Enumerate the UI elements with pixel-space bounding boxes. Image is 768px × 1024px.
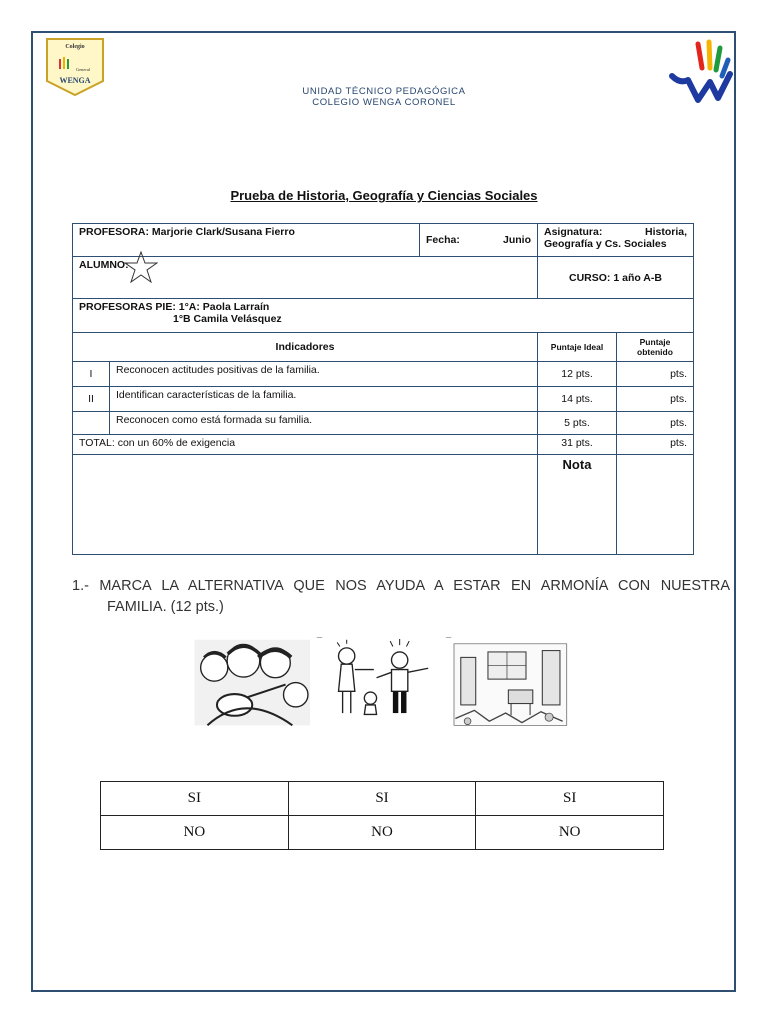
- profesoras-pie-cell: [73, 299, 694, 333]
- row-obtenido: pts.: [617, 362, 694, 387]
- row-obtenido: pts.: [617, 387, 694, 412]
- table-row: [73, 412, 694, 435]
- svg-text:Colegio: Colegio: [65, 44, 85, 50]
- row-indicator: Reconocen como está formada su familia.: [110, 412, 538, 435]
- svg-text:General: General: [75, 67, 91, 72]
- total-obtenido: pts.: [617, 435, 694, 455]
- asignatura-label: Asignatura:: [544, 226, 603, 238]
- asignatura-cell: [538, 224, 694, 257]
- blank-notes-area: [73, 455, 538, 555]
- table-row: [73, 362, 694, 387]
- fecha-label: Fecha:: [426, 234, 460, 246]
- row-number: [73, 412, 110, 435]
- row-ideal: 14 pts.: [538, 387, 617, 412]
- asignatura-value: Historia,: [644, 226, 687, 238]
- answer-no-2[interactable]: NO: [288, 816, 476, 850]
- answer-si-3[interactable]: SI: [476, 782, 664, 816]
- table-row: [73, 387, 694, 412]
- question-illustrations: [100, 637, 664, 781]
- indicadores-header: Indicadores: [73, 333, 538, 362]
- alumno-cell[interactable]: [73, 257, 538, 299]
- hand-logo: [668, 38, 736, 108]
- answer-no-3[interactable]: NO: [476, 816, 664, 850]
- messy-room-illustration: [447, 637, 573, 735]
- school-logo: [45, 37, 105, 97]
- pie-line-1: PROFESORAS PIE: 1°A: Paola Larraín: [79, 301, 270, 313]
- unit-line-2: COLEGIO WENGA CORONEL: [312, 97, 456, 108]
- fecha-cell: [420, 224, 538, 257]
- unit-line-1: UNIDAD TÉCNICO PEDAGÓGICA: [302, 86, 466, 97]
- nota-value-cell[interactable]: [617, 455, 694, 555]
- question-1-line-1: 1.- MARCA LA ALTERNATIVA QUE NOS AYUDA A ESTAR EN ARMONÍA CON NUESTRA: [72, 578, 730, 594]
- row-number: I: [73, 362, 110, 387]
- unit-header: [250, 86, 518, 108]
- curso-cell: CURSO: 1 año A-B: [538, 257, 694, 299]
- answer-si-2[interactable]: SI: [288, 782, 476, 816]
- exam-title: Prueba de Historia, Geografía y Ciencias Sociales: [230, 188, 538, 203]
- total-ideal: 31 pts.: [538, 435, 617, 455]
- row-indicator: Reconocen actitudes positivas de la familia.: [110, 362, 538, 387]
- row-indicator: Identifican características de la familia.: [110, 387, 538, 412]
- pie-line-2: 1°B Camila Velásquez: [173, 313, 282, 325]
- nota-label: Nota: [538, 455, 617, 555]
- arguing-family-illustration: [320, 637, 446, 735]
- asignatura-value-2: Geografía y Cs. Sociales: [544, 238, 667, 250]
- profesora-cell: PROFESORA: Marjorie Clark/Susana Fierro: [73, 224, 420, 257]
- row-ideal: 12 pts.: [538, 362, 617, 387]
- row-ideal: 5 pts.: [538, 412, 617, 435]
- answer-table: [100, 781, 664, 850]
- svg-text:WENGA: WENGA: [59, 76, 91, 85]
- answer-no-1[interactable]: NO: [101, 816, 289, 850]
- row-obtenido: pts.: [617, 412, 694, 435]
- alumno-label: ALUMNO:: [79, 259, 129, 271]
- family-singing-illustration: [190, 637, 316, 735]
- row-number: II: [73, 387, 110, 412]
- answer-si-1[interactable]: SI: [101, 782, 289, 816]
- question-1-line-2: FAMILIA. (12 pts.): [107, 599, 224, 615]
- fecha-value: Junio: [503, 234, 531, 246]
- total-label: TOTAL: con un 60% de exigencia: [73, 435, 538, 455]
- puntaje-ideal-header: Puntaje Ideal: [538, 333, 617, 362]
- puntaje-obtenido-header: Puntaje obtenido: [617, 333, 694, 362]
- exam-info-table: [72, 223, 694, 555]
- star-icon: [124, 251, 158, 283]
